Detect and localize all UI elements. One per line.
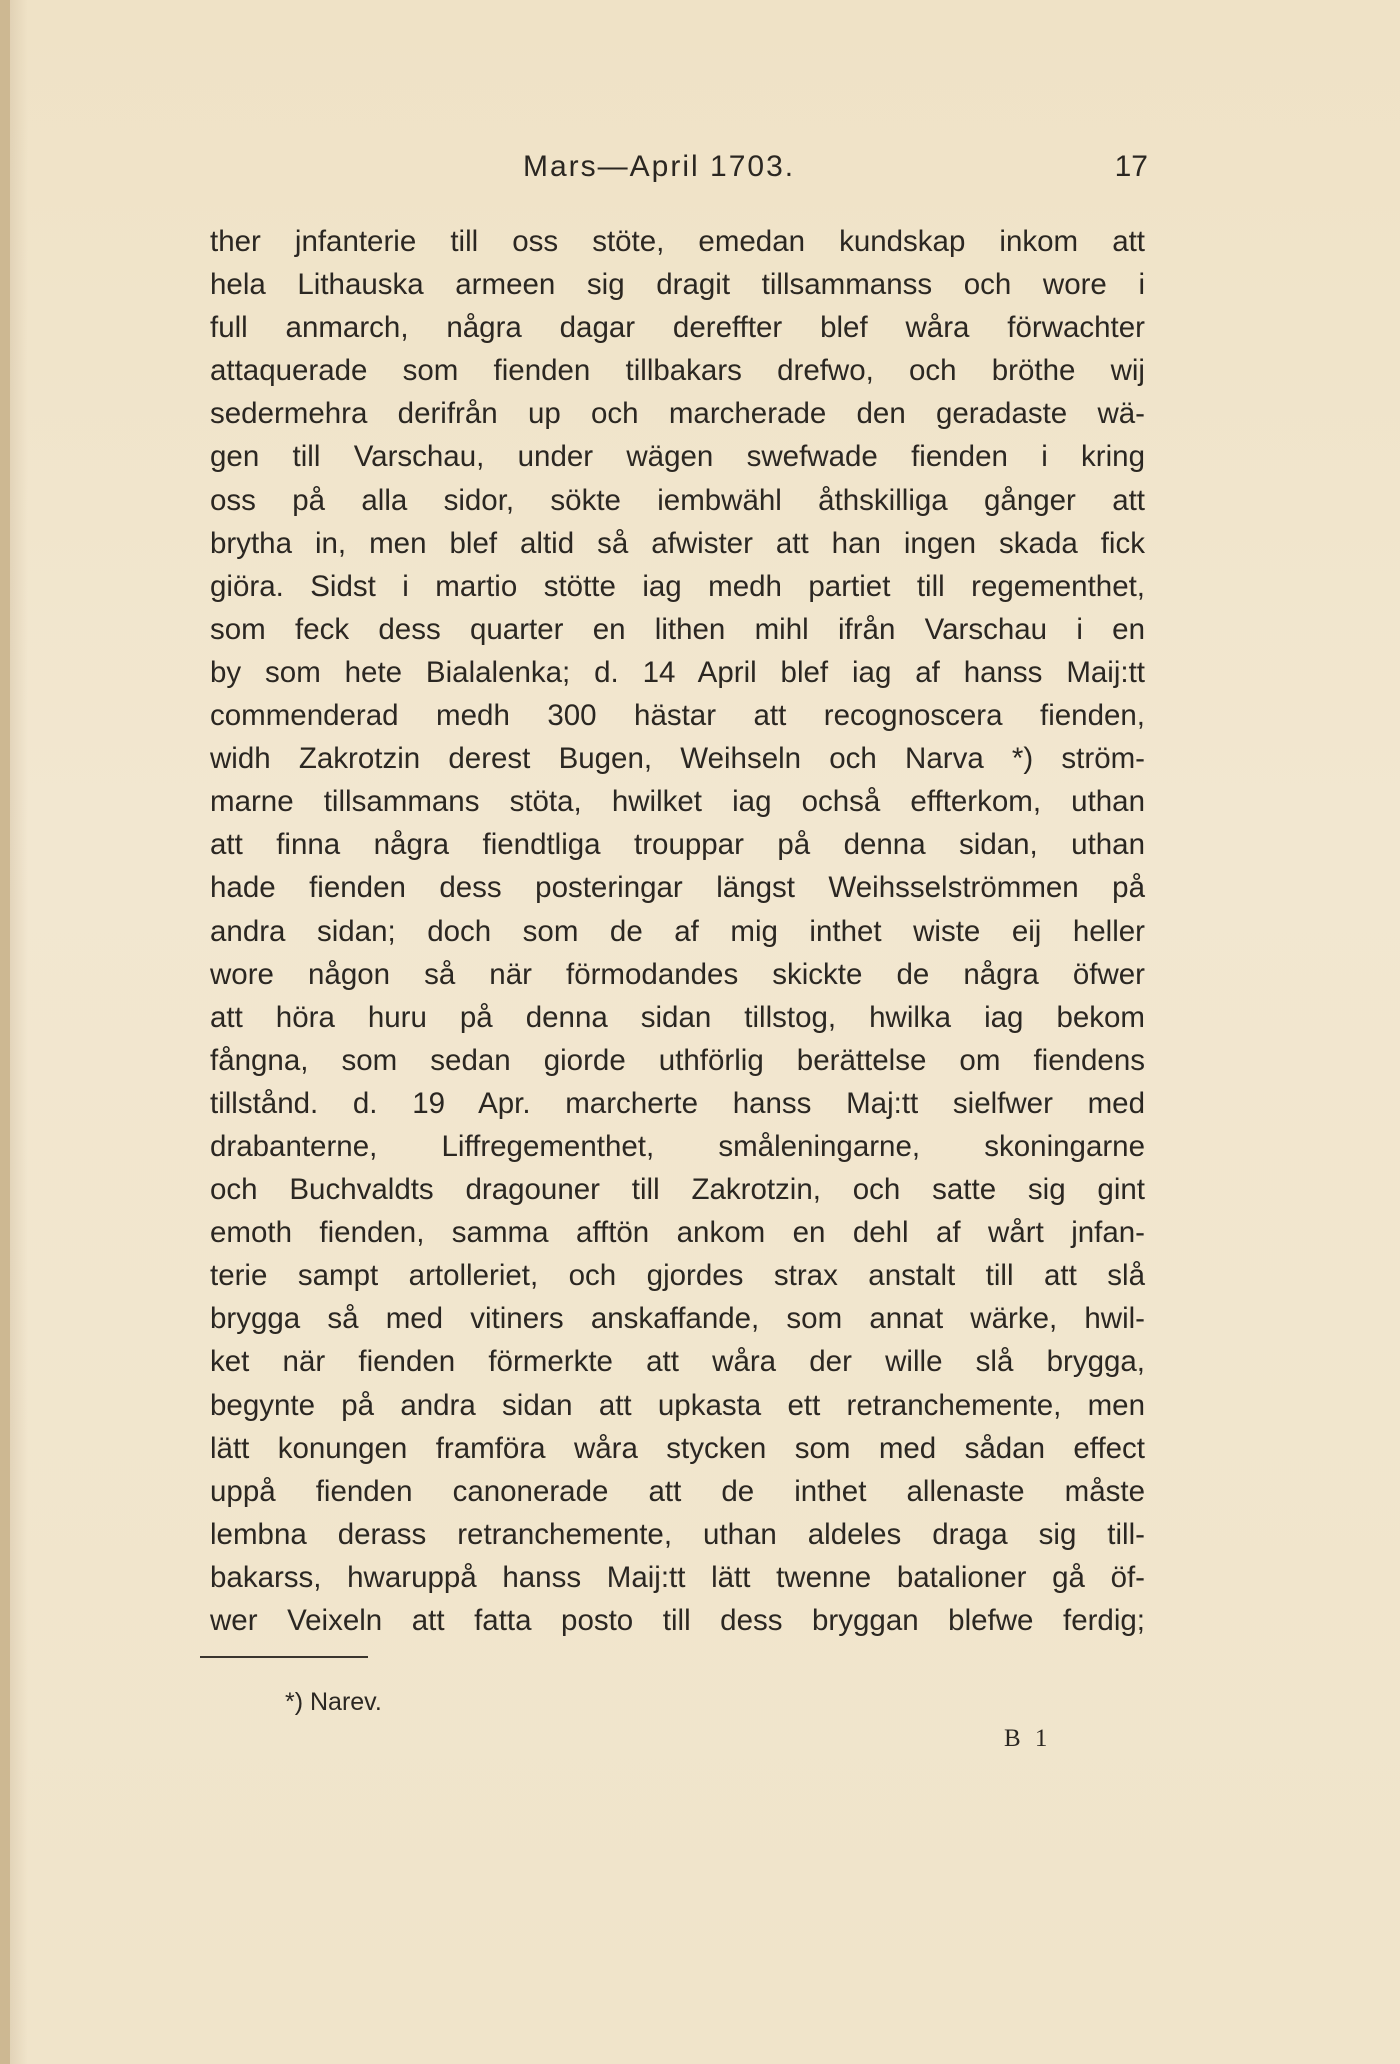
text-line: ket när fienden förmerkte att wåra der wille slå brygga,	[210, 1345, 1145, 1379]
text-line: uppå fienden canonerade att de inthet allenaste måste	[210, 1474, 1145, 1508]
text-line: hade fienden dess posteringar längst Weihsselströmmen på	[210, 871, 1145, 905]
text-line: brytha in, men blef altid så afwister att han ingen skada fick	[210, 526, 1145, 560]
text-line: bakarss, hwaruppå hanss Maij:tt lätt twenne batalioner gå öf-	[210, 1560, 1145, 1594]
printer-signature-mark: B 1	[1004, 1725, 1052, 1752]
footnote: *) Narev.	[285, 1688, 382, 1716]
text-line: begynte på andra sidan att upkasta ett retranchemente, men	[210, 1388, 1145, 1422]
text-line: lembna derass retranchemente, uthan aldeles draga sig till-	[210, 1517, 1145, 1551]
text-line: giöra. Sidst i martio stötte iag medh partiet till regementhet,	[210, 569, 1145, 603]
page-number: 17	[1114, 150, 1148, 183]
text-line: gen till Varschau, under wägen swefwade fienden i kring	[210, 440, 1145, 474]
text-line: widh Zakrotzin derest Bugen, Weihseln och Narva *) ström-	[210, 742, 1145, 776]
footnote-divider	[200, 1656, 368, 1658]
text-line: hela Lithauska armeen sig dragit tillsammanss och wore i	[210, 268, 1145, 302]
body-text	[210, 220, 1145, 1642]
text-line: wer Veixeln att fatta posto till dess bryggan blefwe ferdig;	[210, 1604, 1145, 1637]
text-line: drabanterne, Liffregementhet, småleningarne, skoningarne	[210, 1129, 1145, 1163]
page-binding-edge	[0, 0, 10, 2064]
text-line: brygga så med vitiners anskaffande, som annat wärke, hwil-	[210, 1302, 1145, 1336]
text-line: oss på alla sidor, sökte iembwähl åthskilliga gånger att	[210, 483, 1145, 517]
text-line: som feck dess quarter en lithen mihl ifrån Varschau i en	[210, 612, 1145, 646]
text-line: marne tillsammans stöta, hwilket iag ochså effterkom, uthan	[210, 785, 1145, 819]
text-line: andra sidan; doch som de af mig inthet wiste eij heller	[210, 914, 1145, 948]
text-line: fångna, som sedan giorde uthförlig berättelse om fiendens	[210, 1043, 1145, 1077]
text-line: by som hete Bialalenka; d. 14 April blef iag af hanss Maij:tt	[210, 655, 1145, 689]
text-line: att finna några fiendtliga trouppar på denna sidan, uthan	[210, 828, 1145, 862]
running-title: Mars—April 1703.	[523, 150, 796, 183]
text-line: emoth fienden, samma afftön ankom en dehl af wårt jnfan-	[210, 1216, 1145, 1250]
text-line: att höra huru på denna sidan tillstog, hwilka iag bekom	[210, 1000, 1145, 1034]
text-line: tillstånd. d. 19 Apr. marcherte hanss Maj:tt sielfwer med	[210, 1086, 1145, 1120]
text-line: full anmarch, några dagar dereffter blef wåra förwachter	[210, 311, 1145, 345]
page-header	[523, 150, 1148, 194]
text-line: ther jnfanterie till oss stöte, emedan kundskap inkom att	[210, 225, 1145, 258]
text-line: wore någon så när förmodandes skickte de några öfwer	[210, 957, 1145, 991]
text-line: sedermehra derifrån up och marcherade den geradaste wä-	[210, 397, 1145, 431]
text-line: och Buchvaldts dragouner till Zakrotzin, och satte sig gint	[210, 1173, 1145, 1207]
text-line: attaquerade som fienden tillbakars drefwo, och bröthe wij	[210, 354, 1145, 388]
text-line: commenderad medh 300 hästar att recognoscera fienden,	[210, 699, 1145, 733]
text-line: terie sampt artolleriet, och gjordes strax anstalt till att slå	[210, 1259, 1145, 1293]
text-line: lätt konungen framföra wåra stycken som med sådan effect	[210, 1431, 1145, 1465]
